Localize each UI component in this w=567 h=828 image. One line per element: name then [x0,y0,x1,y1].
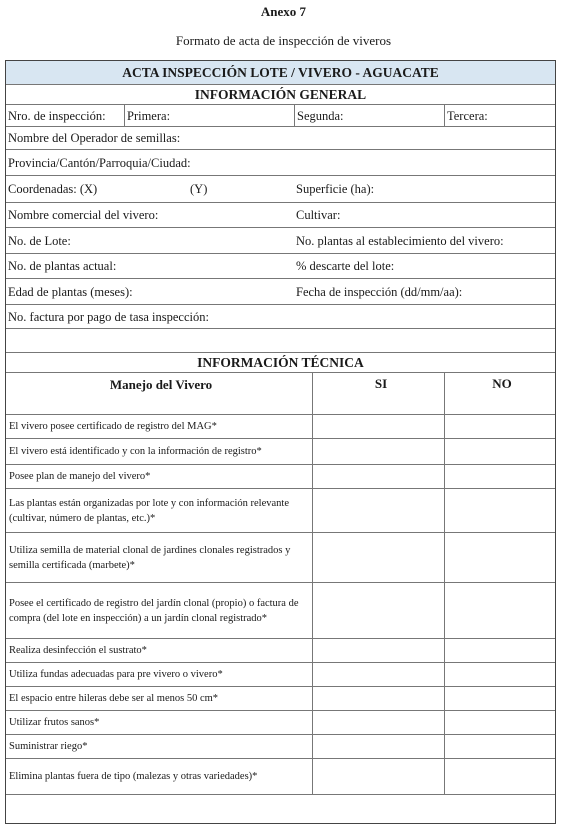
inspection-number-row [6,105,555,127]
tech-no-cell[interactable] [444,583,557,638]
tech-row [6,533,555,583]
plants-at-start-label[interactable]: No. plantas al establecimiento del vivero: [296,234,504,248]
coordinates-row [6,176,555,203]
tech-no-cell[interactable] [444,711,557,734]
plants-row [6,254,555,279]
tech-item-label: Posee plan de manejo del vivero* [9,471,151,482]
tech-no-cell[interactable] [444,735,557,758]
tech-section-title: INFORMACIÓN TÉCNICA [197,355,364,370]
nursery-name-label[interactable]: Nombre comercial del vivero: [8,208,159,222]
lot-row [6,228,555,254]
tech-item-label: Suministrar riego* [9,741,88,752]
third-inspection-field[interactable]: Tercera: [444,105,557,126]
operator-label: Nombre del Operador de semillas: [8,131,181,145]
discard-label[interactable]: % descarte del lote: [296,259,395,273]
tech-yes-cell[interactable] [312,415,447,438]
blank-row [6,329,555,353]
tech-item-label: Utiliza semilla de material clonal de jardines clonales registrados y semilla certificada (marbete)* [9,544,291,571]
operator-row[interactable] [6,127,555,150]
tech-header-yes: SI [312,373,447,414]
document-subtitle: Formato de acta de inspección de viveros [175,33,392,48]
tech-row [6,735,555,759]
coordinate-x-label[interactable]: Coordenadas: (X) [8,182,98,196]
inspection-date-label[interactable]: Fecha de inspección (dd/mm/aa): [296,285,463,299]
location-row[interactable] [6,150,555,176]
tech-yes-cell[interactable] [312,711,447,734]
tech-yes-cell[interactable] [312,489,447,532]
tech-header-item-cell [6,373,314,414]
first-inspection-field[interactable]: Primera: [124,105,297,126]
tech-row [6,663,555,687]
tech-row [6,489,555,533]
tech-no-cell[interactable] [444,465,557,488]
tech-row [6,583,555,639]
tech-row [6,711,555,735]
invoice-row[interactable] [6,305,555,329]
plants-current-label[interactable]: No. de plantas actual: [8,259,117,273]
annex-label: Anexo 7 [260,4,307,19]
tech-no-cell[interactable] [444,415,557,438]
tech-yes-cell[interactable] [312,639,447,662]
tech-section-header [6,353,555,373]
tech-row [6,415,555,439]
tech-yes-cell[interactable] [312,663,447,686]
tech-no-cell[interactable] [444,639,557,662]
tech-no-cell[interactable] [444,489,557,532]
tech-no-cell[interactable] [444,439,557,464]
surface-label[interactable]: Superficie (ha): [296,182,375,196]
tech-yes-cell[interactable] [312,735,447,758]
tech-yes-cell[interactable] [312,439,447,464]
form-title [6,61,555,85]
tech-header-no: NO [444,373,557,414]
general-section-header [6,85,555,105]
lot-number-label[interactable]: No. de Lote: [8,234,71,248]
age-row [6,279,555,305]
general-section-title: INFORMACIÓN GENERAL [194,87,367,102]
tech-yes-cell[interactable] [312,533,447,582]
tech-header-item: Manejo del Vivero [109,377,213,392]
nursery-row [6,203,555,228]
invoice-label: No. factura por pago de tasa inspección: [8,310,209,324]
tech-item-label: Las plantas están organizadas por lote y con información relevante (cultivar, número de plantas, etc.)* [9,497,289,524]
tech-row [6,759,555,795]
tech-item-label: Realiza desinfección el sustrato* [9,645,147,656]
inspection-number-label: Nro. de inspección: [8,109,106,123]
inspection-form [5,60,556,824]
form-title-text: ACTA INSPECCIÓN LOTE / VIVERO - AGUACATE [122,65,439,80]
tech-no-cell[interactable] [444,533,557,582]
tech-item-label: Posee el certificado de registro del jardín clonal (propio) o factura de compra (del lote en inspección) a un jardín clonal registrado* [9,597,299,624]
tech-no-cell[interactable] [444,687,557,710]
tech-yes-cell[interactable] [312,583,447,638]
tech-item-label: Utilizar frutos sanos* [9,717,100,728]
tech-item-label: Utiliza fundas adecuadas para pre vivero o vivero* [9,669,223,680]
cultivar-label[interactable]: Cultivar: [296,208,341,222]
tech-row [6,465,555,489]
coordinate-y-label[interactable]: (Y) [190,182,208,196]
tech-no-cell[interactable] [444,663,557,686]
tech-table-header [6,373,555,415]
plant-age-label[interactable]: Edad de plantas (meses): [8,285,133,299]
tech-row [6,639,555,663]
second-inspection-field[interactable]: Segunda: [294,105,447,126]
tech-no-cell[interactable] [444,759,557,794]
tech-row [6,687,555,711]
tech-yes-cell[interactable] [312,759,447,794]
tech-item-label: El vivero posee certificado de registro del MAG* [9,421,217,432]
tech-yes-cell[interactable] [312,687,447,710]
tech-yes-cell[interactable] [312,465,447,488]
location-label: Provincia/Cantón/Parroquia/Ciudad: [8,156,191,170]
tech-row [6,439,555,465]
tech-item-label: Elimina plantas fuera de tipo (malezas y otras variedades)* [9,771,258,782]
tech-item-label: El espacio entre hileras debe ser al menos 50 cm* [9,693,219,704]
tech-item-label: El vivero está identificado y con la información de registro* [9,446,262,457]
